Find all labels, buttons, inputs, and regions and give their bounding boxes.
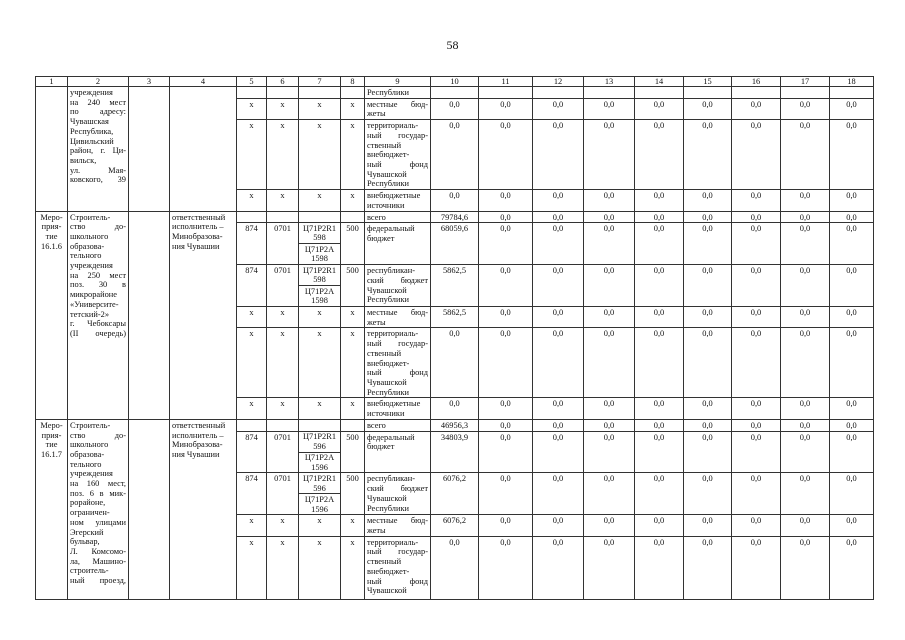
target-article-cell [299, 223, 341, 265]
amount-cell: 0,0 [732, 515, 781, 536]
target-article-cell: x [299, 328, 341, 398]
target-article-cell [299, 431, 341, 473]
amount-cell: 0,0 [431, 120, 479, 190]
amount-cell: 0,0 [584, 473, 635, 515]
column-number-header: 15 [684, 77, 732, 87]
budget-admin-code-cell [237, 419, 267, 431]
amount-cell: 0,0 [684, 190, 732, 211]
expense-type-cell: x [341, 120, 365, 190]
expense-type-cell: x [341, 536, 365, 599]
amount-cell [732, 87, 781, 99]
column-number-header: 4 [170, 77, 237, 87]
amount-cell: 0,0 [635, 223, 684, 265]
amount-cell: 0,0 [732, 431, 781, 473]
responsible-executor-cell [170, 87, 237, 212]
amount-cell: 0,0 [781, 265, 830, 307]
expense-type-cell [341, 211, 365, 223]
amount-cell: 0,0 [830, 190, 874, 211]
column-number-header: 6 [267, 77, 299, 87]
amount-cell: 0,0 [479, 431, 533, 473]
empty-column-cell [129, 211, 170, 419]
section-code-cell: x [267, 398, 299, 419]
responsible-executor-cell: ответственный исполнитель – Минобразова- ния Чувашии [170, 211, 237, 419]
budget-admin-code-cell: 874 [237, 265, 267, 307]
target-article-code: Ц71P2A 1596 [299, 493, 340, 514]
budget-admin-code-cell: x [237, 120, 267, 190]
amount-cell: 0,0 [684, 307, 732, 328]
table-row [36, 87, 874, 99]
expense-type-cell: 500 [341, 473, 365, 515]
table-body [36, 87, 874, 600]
funding-source-cell: республикан- ский бюджет Чувашской Республики [365, 265, 431, 307]
amount-cell [533, 87, 584, 99]
table-header [36, 77, 874, 87]
funding-source-cell: внебюджетные источники [365, 398, 431, 419]
amount-cell: 0,0 [781, 328, 830, 398]
column-number-header: 1 [36, 77, 68, 87]
target-article-code: Ц71P2R1 596 [302, 432, 337, 451]
amount-cell: 0,0 [533, 473, 584, 515]
amount-cell: 0,0 [584, 98, 635, 119]
amount-cell: 0,0 [781, 223, 830, 265]
amount-cell: 0,0 [431, 190, 479, 211]
amount-cell: 0,0 [732, 98, 781, 119]
amount-cell: 0,0 [635, 536, 684, 599]
amount-cell: 0,0 [830, 431, 874, 473]
budget-admin-code-cell: x [237, 328, 267, 398]
amount-cell: 0,0 [584, 328, 635, 398]
amount-cell: 0,0 [732, 307, 781, 328]
funding-source-cell: внебюджетные источники [365, 190, 431, 211]
amount-cell: 0,0 [533, 265, 584, 307]
column-number-header: 18 [830, 77, 874, 87]
amount-cell: 0,0 [533, 307, 584, 328]
section-code-cell: 0701 [267, 473, 299, 515]
amount-cell: 0,0 [635, 431, 684, 473]
amount-cell: 0,0 [732, 211, 781, 223]
amount-cell: 0,0 [479, 473, 533, 515]
amount-cell: 0,0 [830, 398, 874, 419]
page-number: 58 [446, 38, 459, 52]
section-code-cell: x [267, 536, 299, 599]
amount-cell: 0,0 [533, 515, 584, 536]
budget-admin-code-cell [237, 211, 267, 223]
funding-source-cell: территориаль- ный государ- ственный внебюджет- ный фонд Чувашской Республики [365, 120, 431, 190]
column-number-header: 13 [584, 77, 635, 87]
amount-cell: 0,0 [431, 536, 479, 599]
amount-cell: 0,0 [533, 398, 584, 419]
amount-cell: 5862,5 [431, 265, 479, 307]
section-code-cell: x [267, 307, 299, 328]
amount-cell: 0,0 [635, 120, 684, 190]
section-code-cell [267, 87, 299, 99]
amount-cell: 0,0 [431, 98, 479, 119]
amount-cell: 0,0 [732, 265, 781, 307]
table-row [36, 419, 874, 431]
amount-cell: 0,0 [781, 536, 830, 599]
amount-cell: 0,0 [830, 223, 874, 265]
amount-cell: 0,0 [732, 120, 781, 190]
amount-cell: 6076,2 [431, 473, 479, 515]
amount-cell: 0,0 [584, 515, 635, 536]
funding-source-cell: местные бюд- жеты [365, 98, 431, 119]
section-code-cell [267, 419, 299, 431]
amount-cell: 0,0 [781, 473, 830, 515]
amount-cell: 0,0 [479, 211, 533, 223]
table-row [36, 211, 874, 223]
column-number-header: 2 [68, 77, 129, 87]
amount-cell [584, 87, 635, 99]
column-number-header: 7 [299, 77, 341, 87]
empty-column-cell [129, 87, 170, 212]
amount-cell: 0,0 [781, 120, 830, 190]
amount-cell: 0,0 [684, 120, 732, 190]
amount-cell: 0,0 [830, 307, 874, 328]
budget-admin-code-cell: x [237, 536, 267, 599]
expense-type-cell: x [341, 98, 365, 119]
amount-cell: 0,0 [635, 398, 684, 419]
amount-cell: 0,0 [684, 536, 732, 599]
empty-column-cell [129, 419, 170, 599]
amount-cell: 0,0 [635, 307, 684, 328]
target-article-code: Ц71P2R1 598 [302, 223, 337, 243]
amount-cell: 0,0 [479, 190, 533, 211]
amount-cell [479, 87, 533, 99]
amount-cell: 0,0 [479, 120, 533, 190]
amount-cell: 0,0 [830, 419, 874, 431]
expense-type-cell: 500 [341, 265, 365, 307]
funding-source-cell: всего [365, 211, 431, 223]
funding-source-cell: федеральный бюджет [365, 431, 431, 473]
target-article-cell [299, 87, 341, 99]
amount-cell: 0,0 [533, 431, 584, 473]
budget-admin-code-cell [237, 87, 267, 99]
amount-cell: 0,0 [584, 536, 635, 599]
amount-cell: 0,0 [533, 211, 584, 223]
target-article-cell: x [299, 515, 341, 536]
amount-cell: 0,0 [584, 265, 635, 307]
target-article-cell [299, 473, 341, 515]
amount-cell: 0,0 [584, 398, 635, 419]
amount-cell: 0,0 [584, 190, 635, 211]
amount-cell: 0,0 [431, 398, 479, 419]
expense-type-cell: x [341, 190, 365, 211]
expense-type-cell [341, 419, 365, 431]
amount-cell: 0,0 [533, 536, 584, 599]
amount-cell: 0,0 [732, 190, 781, 211]
target-article-code: Ц71P2A 1598 [299, 243, 340, 264]
amount-cell [830, 87, 874, 99]
amount-cell: 0,0 [732, 473, 781, 515]
amount-cell: 0,0 [732, 328, 781, 398]
amount-cell: 0,0 [635, 419, 684, 431]
target-article-cell: x [299, 98, 341, 119]
amount-cell: 0,0 [781, 515, 830, 536]
amount-cell: 0,0 [584, 307, 635, 328]
target-article-cell [299, 265, 341, 307]
budget-admin-code-cell: x [237, 307, 267, 328]
budget-admin-code-cell: 874 [237, 431, 267, 473]
amount-cell: 0,0 [830, 515, 874, 536]
column-number-header: 14 [635, 77, 684, 87]
amount-cell: 0,0 [830, 265, 874, 307]
amount-cell: 0,0 [584, 223, 635, 265]
amount-cell [431, 87, 479, 99]
column-number-header: 9 [365, 77, 431, 87]
column-number-row [36, 77, 874, 87]
section-code-cell: x [267, 120, 299, 190]
amount-cell: 0,0 [732, 536, 781, 599]
amount-cell: 0,0 [684, 211, 732, 223]
amount-cell: 0,0 [635, 190, 684, 211]
amount-cell: 0,0 [479, 265, 533, 307]
amount-cell: 0,0 [732, 398, 781, 419]
amount-cell: 0,0 [830, 473, 874, 515]
amount-cell: 0,0 [479, 398, 533, 419]
column-number-header: 11 [479, 77, 533, 87]
funding-source-cell: всего [365, 419, 431, 431]
amount-cell: 0,0 [533, 98, 584, 119]
column-number-header: 5 [237, 77, 267, 87]
amount-cell: 0,0 [684, 98, 732, 119]
column-number-header: 12 [533, 77, 584, 87]
section-code-cell: x [267, 190, 299, 211]
target-article-code: Ц71P2R1 598 [302, 265, 337, 285]
target-article-code: Ц71P2R1 596 [302, 473, 337, 493]
target-article-cell [299, 419, 341, 431]
amount-cell: 0,0 [781, 431, 830, 473]
expense-type-cell [341, 87, 365, 99]
amount-cell: 0,0 [635, 265, 684, 307]
funding-source-cell: Республики [365, 87, 431, 99]
budget-table [35, 76, 874, 600]
amount-cell: 0,0 [684, 223, 732, 265]
amount-cell: 0,0 [635, 98, 684, 119]
amount-cell: 0,0 [533, 419, 584, 431]
construction-object-cell: Строитель- ство до- школьного образова- тельного учреждения на 250 мест поз. 30 в микрорайоне «Университе- тетский-2» г. Чебоксары (II очередь) [68, 211, 129, 419]
amount-cell: 0,0 [533, 223, 584, 265]
measure-number-cell: Меро- прия- тие 16.1.7 [36, 419, 68, 599]
budget-table-container [35, 76, 873, 596]
funding-source-cell: территориаль- ный государ- ственный внебюджет- ный фонд Чувашской [365, 536, 431, 599]
column-number-header: 17 [781, 77, 830, 87]
measure-number-cell: Меро- прия- тие 16.1.6 [36, 211, 68, 419]
amount-cell: 0,0 [781, 98, 830, 119]
measure-number-cell [36, 87, 68, 212]
budget-admin-code-cell: x [237, 398, 267, 419]
amount-cell: 0,0 [684, 398, 732, 419]
amount-cell: 0,0 [732, 419, 781, 431]
amount-cell: 0,0 [684, 473, 732, 515]
target-article-cell [299, 211, 341, 223]
amount-cell: 46956,3 [431, 419, 479, 431]
target-article-cell: x [299, 190, 341, 211]
column-number-header: 16 [732, 77, 781, 87]
amount-cell [635, 87, 684, 99]
amount-cell: 0,0 [533, 190, 584, 211]
funding-source-cell: местные бюд- жеты [365, 515, 431, 536]
amount-cell: 0,0 [584, 419, 635, 431]
amount-cell [781, 87, 830, 99]
funding-source-cell: местные бюд- жеты [365, 307, 431, 328]
amount-cell: 0,0 [635, 473, 684, 515]
amount-cell: 0,0 [479, 419, 533, 431]
funding-source-cell: республикан- ский бюджет Чувашской Республики [365, 473, 431, 515]
amount-cell: 0,0 [479, 536, 533, 599]
amount-cell: 0,0 [635, 515, 684, 536]
budget-admin-code-cell: x [237, 98, 267, 119]
expense-type-cell: x [341, 307, 365, 328]
section-code-cell: 0701 [267, 431, 299, 473]
target-article-cell: x [299, 307, 341, 328]
amount-cell: 0,0 [830, 211, 874, 223]
expense-type-cell: x [341, 328, 365, 398]
amount-cell: 0,0 [479, 328, 533, 398]
funding-source-cell: федеральный бюджет [365, 223, 431, 265]
amount-cell: 0,0 [584, 120, 635, 190]
amount-cell: 0,0 [479, 223, 533, 265]
amount-cell: 0,0 [732, 223, 781, 265]
amount-cell: 0,0 [830, 536, 874, 599]
construction-object-cell: учреждения на 240 мест по адресу: Чувашская Республика, Цивильский район, г. Ци- вильск, ул. Мая- ковского, 39 [68, 87, 129, 212]
amount-cell: 0,0 [584, 431, 635, 473]
amount-cell: 0,0 [635, 211, 684, 223]
amount-cell: 0,0 [479, 98, 533, 119]
target-article-code: Ц71P2A 1598 [299, 285, 340, 306]
amount-cell [684, 87, 732, 99]
amount-cell: 0,0 [684, 419, 732, 431]
amount-cell: 0,0 [533, 328, 584, 398]
amount-cell: 0,0 [781, 190, 830, 211]
expense-type-cell: x [341, 398, 365, 419]
amount-cell: 68059,6 [431, 223, 479, 265]
amount-cell: 5862,5 [431, 307, 479, 328]
amount-cell: 79784,6 [431, 211, 479, 223]
amount-cell: 0,0 [479, 307, 533, 328]
funding-source-cell: территориаль- ный государ- ственный внебюджет- ный фонд Чувашской Республики [365, 328, 431, 398]
amount-cell: 6076,2 [431, 515, 479, 536]
amount-cell: 0,0 [684, 265, 732, 307]
budget-admin-code-cell: 874 [237, 473, 267, 515]
amount-cell: 0,0 [635, 328, 684, 398]
amount-cell: 0,0 [830, 98, 874, 119]
amount-cell: 0,0 [781, 398, 830, 419]
amount-cell: 0,0 [533, 120, 584, 190]
amount-cell: 0,0 [584, 211, 635, 223]
section-code-cell: 0701 [267, 265, 299, 307]
budget-admin-code-cell: x [237, 515, 267, 536]
section-code-cell: 0701 [267, 223, 299, 265]
target-article-cell: x [299, 536, 341, 599]
amount-cell: 0,0 [781, 419, 830, 431]
amount-cell: 0,0 [781, 307, 830, 328]
expense-type-cell: 500 [341, 223, 365, 265]
target-article-cell: x [299, 120, 341, 190]
amount-cell: 0,0 [684, 515, 732, 536]
amount-cell: 0,0 [684, 328, 732, 398]
target-article-code: Ц71P2A 1596 [299, 452, 340, 473]
target-article-cell: x [299, 398, 341, 419]
amount-cell: 0,0 [830, 328, 874, 398]
amount-cell: 0,0 [684, 431, 732, 473]
amount-cell: 0,0 [781, 211, 830, 223]
amount-cell: 34803,9 [431, 431, 479, 473]
section-code-cell: x [267, 328, 299, 398]
amount-cell: 0,0 [830, 120, 874, 190]
budget-admin-code-cell: x [237, 190, 267, 211]
section-code-cell: x [267, 98, 299, 119]
section-code-cell [267, 211, 299, 223]
expense-type-cell: 500 [341, 431, 365, 473]
amount-cell: 0,0 [479, 515, 533, 536]
column-number-header: 8 [341, 77, 365, 87]
column-number-header: 3 [129, 77, 170, 87]
column-number-header: 10 [431, 77, 479, 87]
section-code-cell: x [267, 515, 299, 536]
expense-type-cell: x [341, 515, 365, 536]
construction-object-cell: Строитель- ство до- школьного образова- тельного учреждения на 160 мест, поз. 6 в мик- рорайоне, ограничен- ном улицами Эгерский бульвар, Л. Комсомо- ла, Машино- строитель- ный проезд, [68, 419, 129, 599]
responsible-executor-cell: ответственный исполнитель – Минобразова- ния Чувашии [170, 419, 237, 599]
budget-admin-code-cell: 874 [237, 223, 267, 265]
amount-cell: 0,0 [431, 328, 479, 398]
